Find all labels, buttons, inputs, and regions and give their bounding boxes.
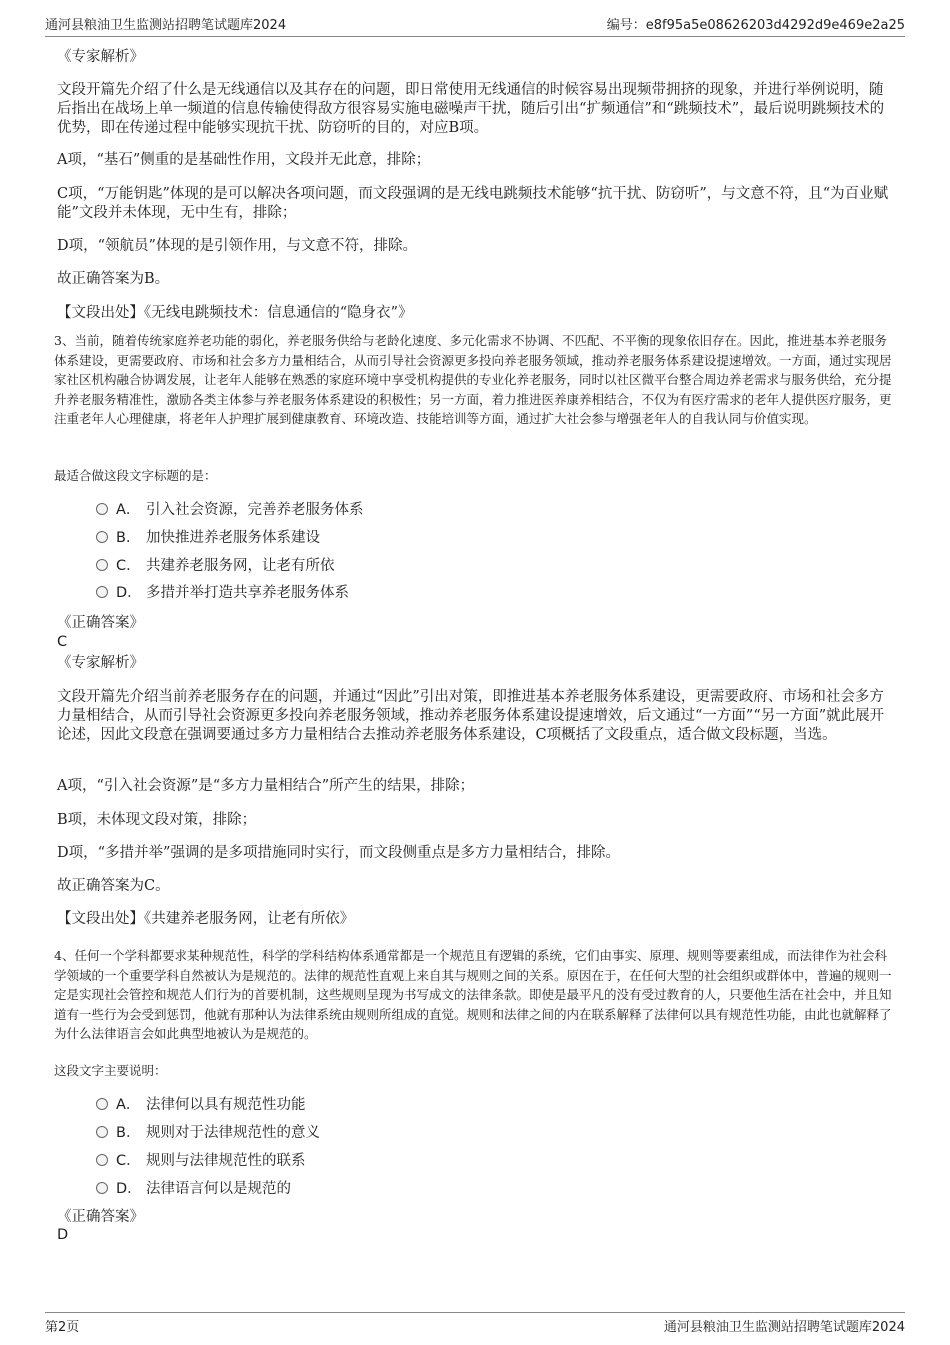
- q3-option-d[interactable]: D． 多措并举打造共享养老服务体系: [96, 583, 349, 603]
- radio-button-icon[interactable]: [96, 559, 108, 571]
- q4-passage: 4、任何一个学科都要求某种规范性，科学的学科结构体系通常都是一个规范且有逻辑的系统，它们由事实、原理、规则等要素组成，而法律作为社会科学领域的一个重要学科自然被认为是规范的。法律的规范性直观上来自其与规则之间的关系。原因在于，在任何大型的社会组织或群体中，普遍的规则一定是实现社会管控和规范人们行为的首要机制，这些规则呈现为书写成文的法律条款。即使是最平凡的没有受过教育的人，只要他生活在社会中，并且知道有一些行为会受到惩罚，他就有那种认为法律系统由规则所组成的直觉。规则和法律之间的内在联系解释了法律何以具有规范性功能，由此也就解释了为什么法律语言会如此典型地被认为是规范的。: [54, 948, 892, 1042]
- q3-analysis: 文段开篇先介绍当前养老服务存在的问题，并通过“因此”引出对策，即推进基本养老服务体系建设，更需要政府、市场和社会多方力量相结合，从而引导社会资源更多投向养老服务领域，推动养老服务体系建设提速增效，后文通过“一方面”“另一方面”就此展开论述，因此文段意在强调要通过多方力量相结合去推动养老服务体系建设，C项概括了文段重点，适合做文段标题，当选。: [57, 689, 885, 743]
- radio-button-icon[interactable]: [96, 503, 108, 515]
- q4-option-c[interactable]: C． 规则与法律规范性的联系: [96, 1151, 306, 1171]
- radio-button-icon[interactable]: [96, 1182, 108, 1194]
- radio-button-icon[interactable]: [96, 1154, 108, 1166]
- q3-option-a-note: A项，“引入社会资源”是“多方力量相结合”所产生的结果，排除；: [57, 778, 475, 794]
- q3-conclusion: 故正确答案为C。: [57, 878, 170, 894]
- q3-answer-label: 《正确答案》: [57, 615, 144, 631]
- q2-option-c-note: C项，“万能钥匙”体现的是可以解决各项问题，而文段强调的是无线电跳频技术能够“抗干扰、防窃听”，与文意不符，且“为百业赋能”文段并未体现，无中生有，排除；: [57, 186, 889, 221]
- radio-button-icon[interactable]: [96, 531, 108, 543]
- footer-title: 通河县粮油卫生监测站招聘笔试题库2024: [663, 1320, 905, 1335]
- q3-analysis-label: 《专家解析》: [57, 655, 144, 671]
- header-title: 通河县粮油卫生监测站招聘笔试题库2024: [45, 18, 287, 33]
- q3-option-b-note: B项，未体现文段对策，排除；: [57, 812, 257, 828]
- q3-answer: C: [57, 634, 68, 650]
- q2-source: 【文段出处】《无线电跳频技术：信息通信的“隐身衣”》: [57, 305, 413, 321]
- footer-page-number: 第2页: [45, 1320, 80, 1335]
- q3-option-b[interactable]: B． 加快推进养老服务体系建设: [96, 528, 320, 548]
- q2-option-d-note: D项，“领航员”体现的是引领作用，与文意不符，排除。: [57, 238, 417, 254]
- q3-passage: 3、当前，随着传统家庭养老功能的弱化，养老服务供给与老龄化速度、多元化需求不协调、不匹配、不平衡的现象依旧存在。因此，推进基本养老服务体系建设，更需要政府、市场和社会多方力量相结合，从而引导社会资源更多投向养老服务领域，推动养老服务体系建设提速增效。一方面，通过实现居家社区机构融合协调发展，让老年人能够在熟悉的家庭环境中享受机构提供的专业化养老服务，同时以社区微平台整合周边养老需求与服务供给，充分提升养老服务精准性，激励各类主体参与养老服务体系建设的积极性；另一方面，着力推进医养康养相结合，不仅为有医疗需求的老年人提供医疗服务，更注重老年人心理健康，将老年人护理扩展到健康教育、环境改造、技能培训等方面，通过扩大社会参与增强老年人的自我认同与价值实现。: [54, 333, 892, 427]
- q3-question: 最适合做这段文字标题的是：: [54, 468, 217, 483]
- header-doc-code: 编号：e8f95a5e08626203d4292d9e469e2a25: [606, 18, 905, 33]
- q3-option-c[interactable]: C． 共建养老服务网，让老有所依: [96, 556, 335, 576]
- page-footer: [45, 1312, 905, 1335]
- q2-analysis-label: 《专家解析》: [57, 49, 144, 65]
- q3-option-d-note: D项，“多措并举”强调的是多项措施同时实行，而文段侧重点是多方力量相结合，排除。: [57, 845, 620, 861]
- q3-source: 【文段出处】《共建养老服务网，让老有所依》: [57, 911, 355, 927]
- q3-option-a[interactable]: A． 引入社会资源，完善养老服务体系: [96, 500, 364, 520]
- radio-button-icon[interactable]: [96, 586, 108, 598]
- q4-option-d[interactable]: D． 法律语言何以是规范的: [96, 1179, 291, 1199]
- q2-analysis: 文段开篇先介绍了什么是无线通信以及其存在的问题，即日常使用无线通信的时候容易出现频带拥挤的现象，并进行举例说明，随后指出在战场上单一频道的信息传输使得敌方很容易实施电磁噪声干扰，随后引出“扩频通信”和“跳频技术”，最后说明跳频技术的优势，即在传递过程中能够实现抗干扰、防窃听的目的，对应B项。: [57, 82, 885, 136]
- q4-question: 这段文字主要说明：: [54, 1063, 167, 1078]
- radio-button-icon[interactable]: [96, 1126, 108, 1138]
- page-header: [45, 14, 905, 37]
- q2-option-a-note: A项，“基石”侧重的是基础性作用，文段并无此意，排除；: [57, 152, 431, 168]
- q4-answer: D: [57, 1227, 69, 1243]
- q2-conclusion: 故正确答案为B。: [57, 271, 170, 287]
- q4-option-b[interactable]: B． 规则对于法律规范性的意义: [96, 1123, 320, 1143]
- radio-button-icon[interactable]: [96, 1098, 108, 1110]
- q4-answer-label: 《正确答案》: [57, 1209, 144, 1225]
- q4-option-a[interactable]: A． 法律何以具有规范性功能: [96, 1095, 306, 1115]
